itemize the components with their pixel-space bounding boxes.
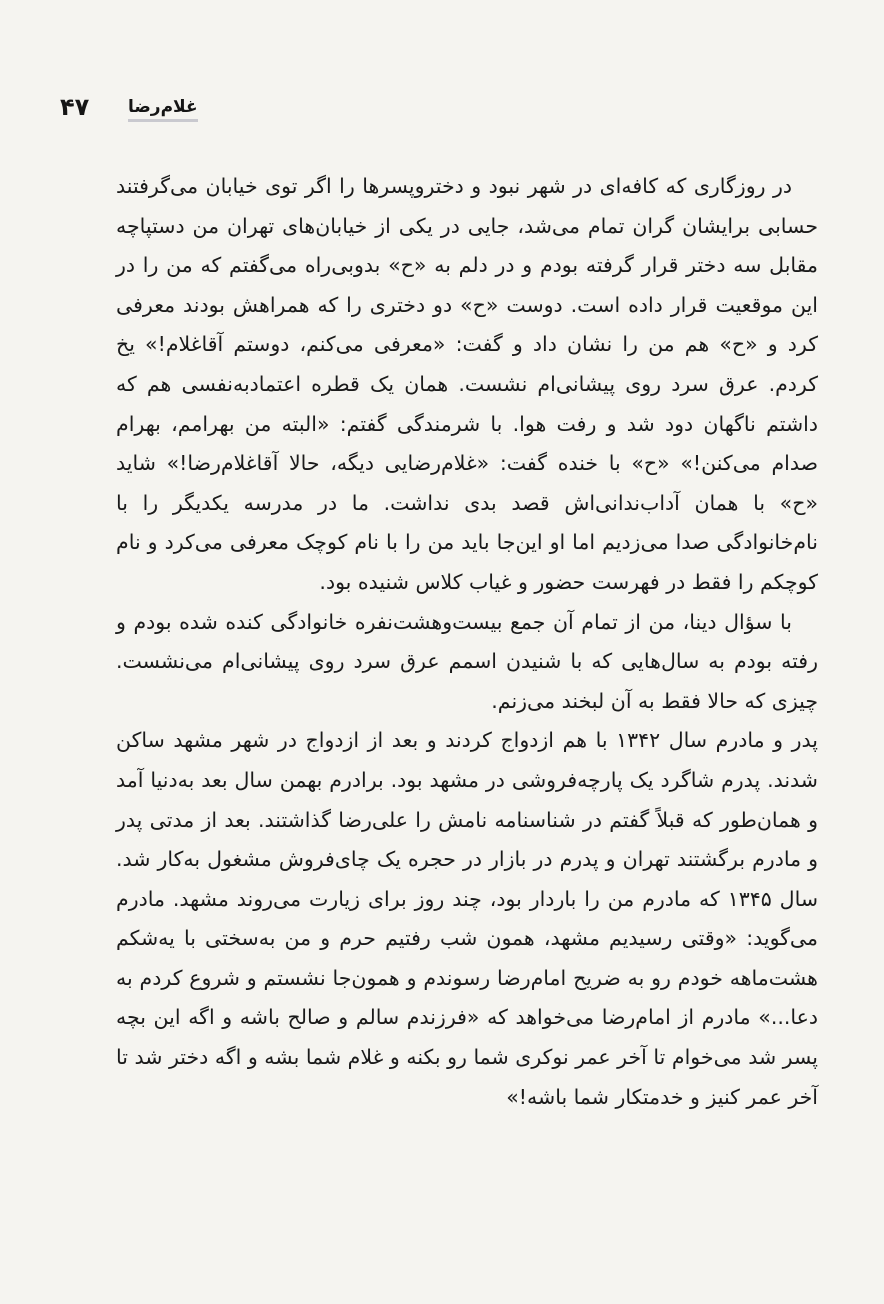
paragraph: در روزگاری که کافه‌ای در شهر نبود و دخترو‌پسرها را اگر توی خیابان می‌گرفتند حسابی برایشان گران تمام می‌شد، جایی در یکی از خیابان‌های تهران من دستپاچه مقابل سه دختر قرار گرفته بودم و در دلم به «ح» بدوبی‌راه می‌گفتم که من را در این موقعیت قرار داده است. دوست «ح» دو دختری را که همراهش بودند معرفی کرد و «ح» هم من را نشان داد و گفت: «معرفی می‌کنم، دوستم آقاغلام!» یخ کردم. عرق سرد روی پیشانی‌ام نشست. همان یک قطره اعتمادبه‌نفسی هم که داشتم ناگهان دود شد و رفت هوا. با شرمندگی گفتم: «البته من بهرامم، بهرام صدام می‌کنن!» «ح» با خنده گفت: «غلام‌رضایی دیگه، حالا آقاغلام‌رضا!» شاید «ح» با همان آداب‌ندانی‌اش قصد بدی نداشت. ما در مدرسه یکدیگر را با نام‌خانوادگی صدا می‌زدیم اما او این‌جا باید من را با نام کوچک معرفی می‌کرد و نام کوچکم را فقط در فهرست حضور و غیاب کلاس شنیده بود. [116,174,818,594]
paragraph: پدر و مادرم سال ۱۳۴۲ با هم ازدواج کردند و بعد از ازدواج در شهر مشهد ساکن شدند. پدرم شاگرد یک پارچه‌فروشی در مشهد بود. برادرم بهمن سال بعد به‌دنیا آمد و همان‌طور که قبلاً گفتم در شناسنامه نامش را علی‌رضا گذاشتند. بعد از مدتی پدر و مادرم برگشتند تهران و پدرم در بازار در حجره یک چای‌فروش مشغول به‌کار شد. سال ۱۳۴۵ که مادرم من را باردار بود، چند روز برای زیارت می‌روند مشهد. مادرم می‌گوید: «وقتی رسیدیم مشهد، همون شب رفتیم حرم و من به‌سختی با یه‌شکم هشت‌ماهه خودم رو به ضریح امام‌رضا رسوندم و همون‌جا نشستم و شروع کردم به دعا...» مادرم از امام‌رضا می‌خواهد که «فرزندم سالم و صالح باشه و اگه این بچه پسر شد می‌خوام تا آخر عمر نوکری شما رو بکنه و غلام شما بشه و اگه دختر شد تا آخر عمر کنیز و خدمتکار شما باشه!» [116,728,818,1109]
page-number: ۴۷ [60,93,90,121]
body-text [116,167,818,1117]
page-header [60,93,220,129]
paragraph: با سؤال دینا، من از تمام آن جمع بیست‌وهشت‌نفره خانوادگی کنده شده بودم و رفته بودم به سال‌هایی که با شنیدن اسمم عرق سرد روی پیشانی‌ام می‌نشست. چیزی که حالا فقط به آن لبخند می‌زنم. [116,609,818,713]
running-head: غلام‌رضا [128,97,198,122]
